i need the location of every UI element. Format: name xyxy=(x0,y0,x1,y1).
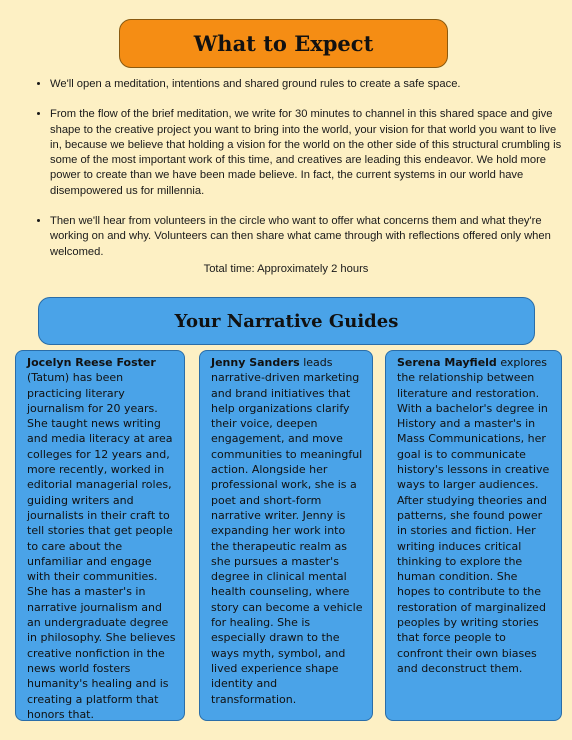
expect-bullet: • From the flow of the brief meditation, we write for 30 minutes to channel in this shared space and give shape to the creative project you want to bring into the world, your vision for that world you want to live in, because we believe that holding a vision for the world on the other side of this structural crumbling is some of the most important work of this time, and creatives are leading this endeavor. We hold more power to create than we have been made believe. In fact, the current systems in our world have disempowered us for millennia. xyxy=(50,107,570,199)
guide-card-jenny xyxy=(199,350,373,721)
guide-card-serena xyxy=(385,350,562,721)
expect-bullet: • Then we'll hear from volunteers in the circle who want to offer what concerns them and what they're working on and why. Volunteers can then share what came through with reflections offered only when welcomed. xyxy=(50,214,570,260)
what-to-expect-heading: What to Expect xyxy=(119,19,448,68)
expect-list xyxy=(30,77,570,260)
narrative-guides-heading: Your Narrative Guides xyxy=(38,297,535,345)
guide-name: Jenny Sanders xyxy=(211,356,300,369)
guide-card-jocelyn xyxy=(15,350,185,721)
total-time: Total time: Approximately 2 hours xyxy=(203,263,369,275)
guide-bio: (Tatum) has been practicing literary journalism for 20 years. She taught news writing and media literacy at area colleges for 12 years and, more recently, worked in editorial managerial roles, guiding writers and journalists in their craft to tell stories that get people to care about the unfamiliar and engage with their communities. She has a master's in narrative journalism and an undergraduate degree in philosophy. She believes creative nonfiction in the news world fosters humanity's healing and is creating a platform that honors that. xyxy=(27,371,176,721)
guide-bio: explores the relationship between literature and restoration. With a bachelor's degree in History and a master's in Mass Communications, her goal is to communicate history's lessons in creative ways to larger audiences. After studying theories and patterns, she found power in stories and fiction. Her writing induces critical thinking to explore the human condition. She hopes to contribute to the restoration of marginalized peoples by writing stories that force people to confront their own biases and deconstruct them. xyxy=(397,356,550,675)
guide-name: Serena Mayfield xyxy=(397,356,497,369)
guide-bio: leads narrative-driven marketing and brand initiatives that help organizations clarify their voice, deepen engagement, and move communities to meaningful action. Alongside her professional work, she is a poet and short-form narrative writer. Jenny is expanding her work into the therapeutic realm as she pursues a master's degree in clinical mental health counseling, where story can become a vehicle for healing. She is especially drawn to the ways myth, symbol, and lived experience shape identity and transformation. xyxy=(211,356,363,706)
expect-bullet: • We'll open a meditation, intentions and shared ground rules to create a safe space. xyxy=(50,77,570,92)
guide-name: Jocelyn Reese Foster xyxy=(27,356,156,369)
